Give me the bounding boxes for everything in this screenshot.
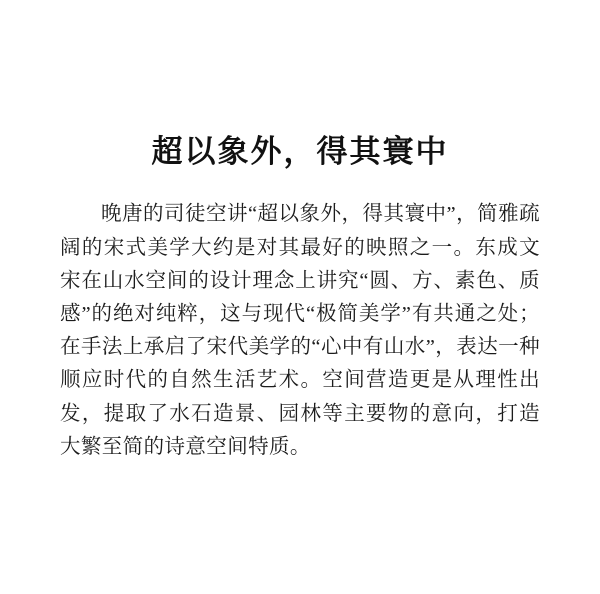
document-paragraph: 晚唐的司徒空讲“超以象外，得其寰中”，简雅疏阔的宋式美学大约是对其最好的映照之一。东成文宋在山水空间的设计理念上讲究“圆、方、素色、质感”的绝对纯粹，这与现代“极简美学”有共通之处；在手法上承启了宋代美学的“心中有山水”，表达一种顺应时代的自然生活艺术。空间营造更是从理性出发，提取了水石造景、园林等主要物的意向，打造大繁至简的诗意空间特质。 — [60, 203, 540, 458]
page-title: 超以象外，得其寰中 — [151, 134, 449, 169]
